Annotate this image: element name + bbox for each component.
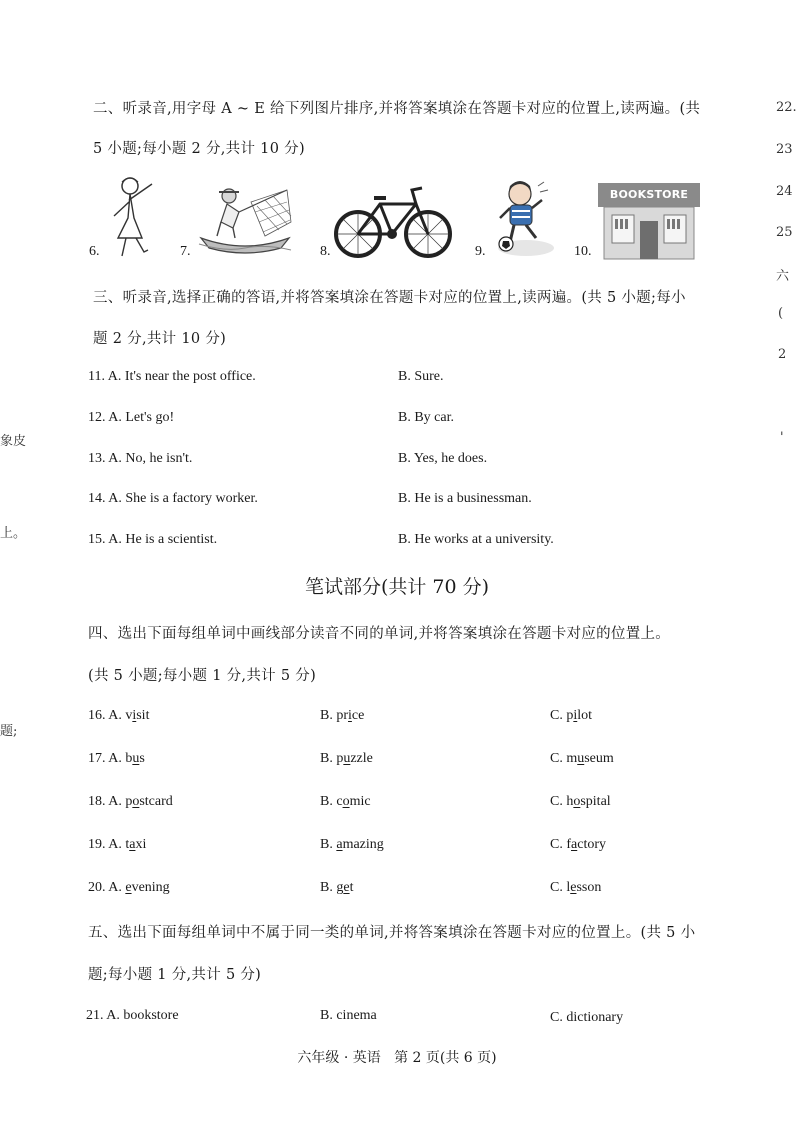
section3-heading-line1: 三、听录音,选择正确的答语,并将答案填涂在答题卡对应的位置上,读两遍。(共 5 小题;每小 [93,290,686,306]
section5-heading-line2: 题;每小题 1 分,共计 5 分) [88,967,262,983]
section2-heading-line1: 二、听录音,用字母 A ~ E 给下列图片排序,并将答案填涂在答题卡对应的位置上,读两遍。(共 [93,101,701,117]
q15-option-b: B. He works at a university. [398,532,554,547]
picture-number-6: 6. [89,244,100,259]
q15-option-a: 15. A. He is a scientist. [88,532,218,547]
word-before: h [566,794,574,809]
word-before: pr [336,708,349,723]
option-label: 20. A. [88,880,122,895]
word-underlined: a [129,837,136,852]
word-underlined: o [342,794,350,809]
option-label: B. [320,837,337,852]
option-label: C. [550,837,567,852]
word-before: p [336,751,344,766]
word-underlined: e [125,880,132,895]
q20-option-b [320,880,353,896]
q21-option-c: C. dictionary [550,1010,624,1025]
q11-option-a: 11. A. It's near the post office. [88,369,256,384]
word-before: p [566,708,574,723]
word-underlined: u [343,751,351,766]
written-section-title: 笔试部分(共计 70 分) [304,576,490,598]
fisherman-boat-icon [195,182,295,258]
word-underlined: u [577,751,585,766]
q17-option-a [88,751,145,767]
word-after: zzle [350,751,373,766]
q11-option-b: B. Sure. [398,369,444,384]
word-after: lot [577,708,593,723]
word-before: m [566,751,578,766]
q19-option-b [320,837,384,853]
word-before: f [566,837,572,852]
word-before: t [125,837,130,852]
picture-number-10: 10. [574,244,592,259]
picture-number-8: 8. [320,244,331,259]
word-before: p [125,794,133,809]
word-underlined: i [348,708,352,723]
option-label: 19. A. [88,837,122,852]
word-before: b [125,751,133,766]
option-label: B. [320,880,337,895]
q18-option-c [550,794,611,810]
q18-option-a [88,794,173,810]
word-after: ce [351,708,365,723]
q19-option-a [88,837,146,853]
right-margin-six: 六 [776,269,790,284]
q16-option-a [88,708,149,724]
q17-option-c [550,751,614,767]
word-underlined: o [573,794,581,809]
section5-heading-line1: 五、选出下面每组单词中不属于同一类的单词,并将答案填涂在答题卡对应的位置上。(共 5 小 [88,925,696,941]
q20-option-c [550,880,601,896]
word-after: spital [580,794,611,809]
option-label: 17. A. [88,751,122,766]
q12-option-a: 12. A. Let's go! [88,410,175,425]
right-margin-tick: ' [780,430,784,445]
q17-option-b [320,751,373,767]
section4-heading-line2: (共 5 小题;每小题 1 分,共计 5 分) [88,668,317,684]
right-margin-22: 22. [776,100,797,115]
word-underlined: u [132,751,140,766]
q16-option-b [320,708,364,724]
q21-option-b: B. cinema [320,1008,377,1023]
q18-option-b [320,794,371,810]
q14-option-b: B. He is a businessman. [398,491,532,506]
option-label: C. [550,751,567,766]
word-before: c [336,794,343,809]
word-before: g [336,880,344,895]
word-after: ctory [577,837,606,852]
section4-heading-line1: 四、选出下面每组单词中画线部分读音不同的单词,并将答案填涂在答题卡对应的位置上。 [88,626,671,642]
word-after: mic [349,794,371,809]
right-margin-23: 23 [776,142,793,157]
word-after: xi [135,837,147,852]
word-before: v [125,708,133,723]
section3-heading-line2: 题 2 分,共计 10 分) [93,331,227,347]
q16-option-c [550,708,592,724]
page-footer: 六年级 · 英语 第 2 页(共 6 页) [297,1050,497,1066]
picture-number-9: 9. [475,244,486,259]
q19-option-c [550,837,606,853]
left-margin-shang: 上。 [0,526,27,541]
option-label: B. [320,751,337,766]
q13-option-b: B. Yes, he does. [398,451,488,466]
bicycle-icon [334,184,452,260]
option-label: 16. A. [88,708,122,723]
boy-football-icon [490,178,560,258]
option-label: B. [320,708,337,723]
bookstore-icon [598,183,700,259]
option-label: C. [550,708,567,723]
word-after: seum [584,751,614,766]
q12-option-b: B. By car. [398,410,454,425]
word-underlined: e [570,880,577,895]
word-underlined: o [132,794,140,809]
word-before: l [566,880,571,895]
right-margin-25: 25 [776,225,793,240]
q13-option-a: 13. A. No, he isn't. [88,451,193,466]
word-after: sson [576,880,602,895]
word-underlined: a [336,837,343,852]
word-after: s [139,751,145,766]
option-label: 18. A. [88,794,122,809]
option-label: C. [550,880,567,895]
dancing-girl-icon [100,172,162,262]
word-after: vening [131,880,170,895]
left-margin-xiangpi: 象皮 [0,434,27,449]
section2-heading-line2: 5 小题;每小题 2 分,共计 10 分) [93,141,305,157]
left-margin-ti: 题; [0,724,18,739]
word-after: mazing [342,837,384,852]
word-underlined: e [343,880,350,895]
q21-option-a: 21. A. bookstore [86,1008,179,1023]
word-underlined: i [573,708,578,723]
word-underlined: i [132,708,137,723]
word-underlined: a [571,837,578,852]
bookstore-sign-text: BOOKSTORE [609,188,689,201]
right-margin-24: 24 [776,184,793,199]
option-label: B. [320,794,337,809]
right-margin-2: 2 [778,347,787,362]
picture-number-7: 7. [180,244,191,259]
word-after: sit [136,708,150,723]
word-after: stcard [139,794,173,809]
right-margin-paren: ( [778,306,784,321]
q20-option-a [88,880,170,896]
option-label: C. [550,794,567,809]
word-after: t [349,880,354,895]
q14-option-a: 14. A. She is a factory worker. [88,491,258,506]
